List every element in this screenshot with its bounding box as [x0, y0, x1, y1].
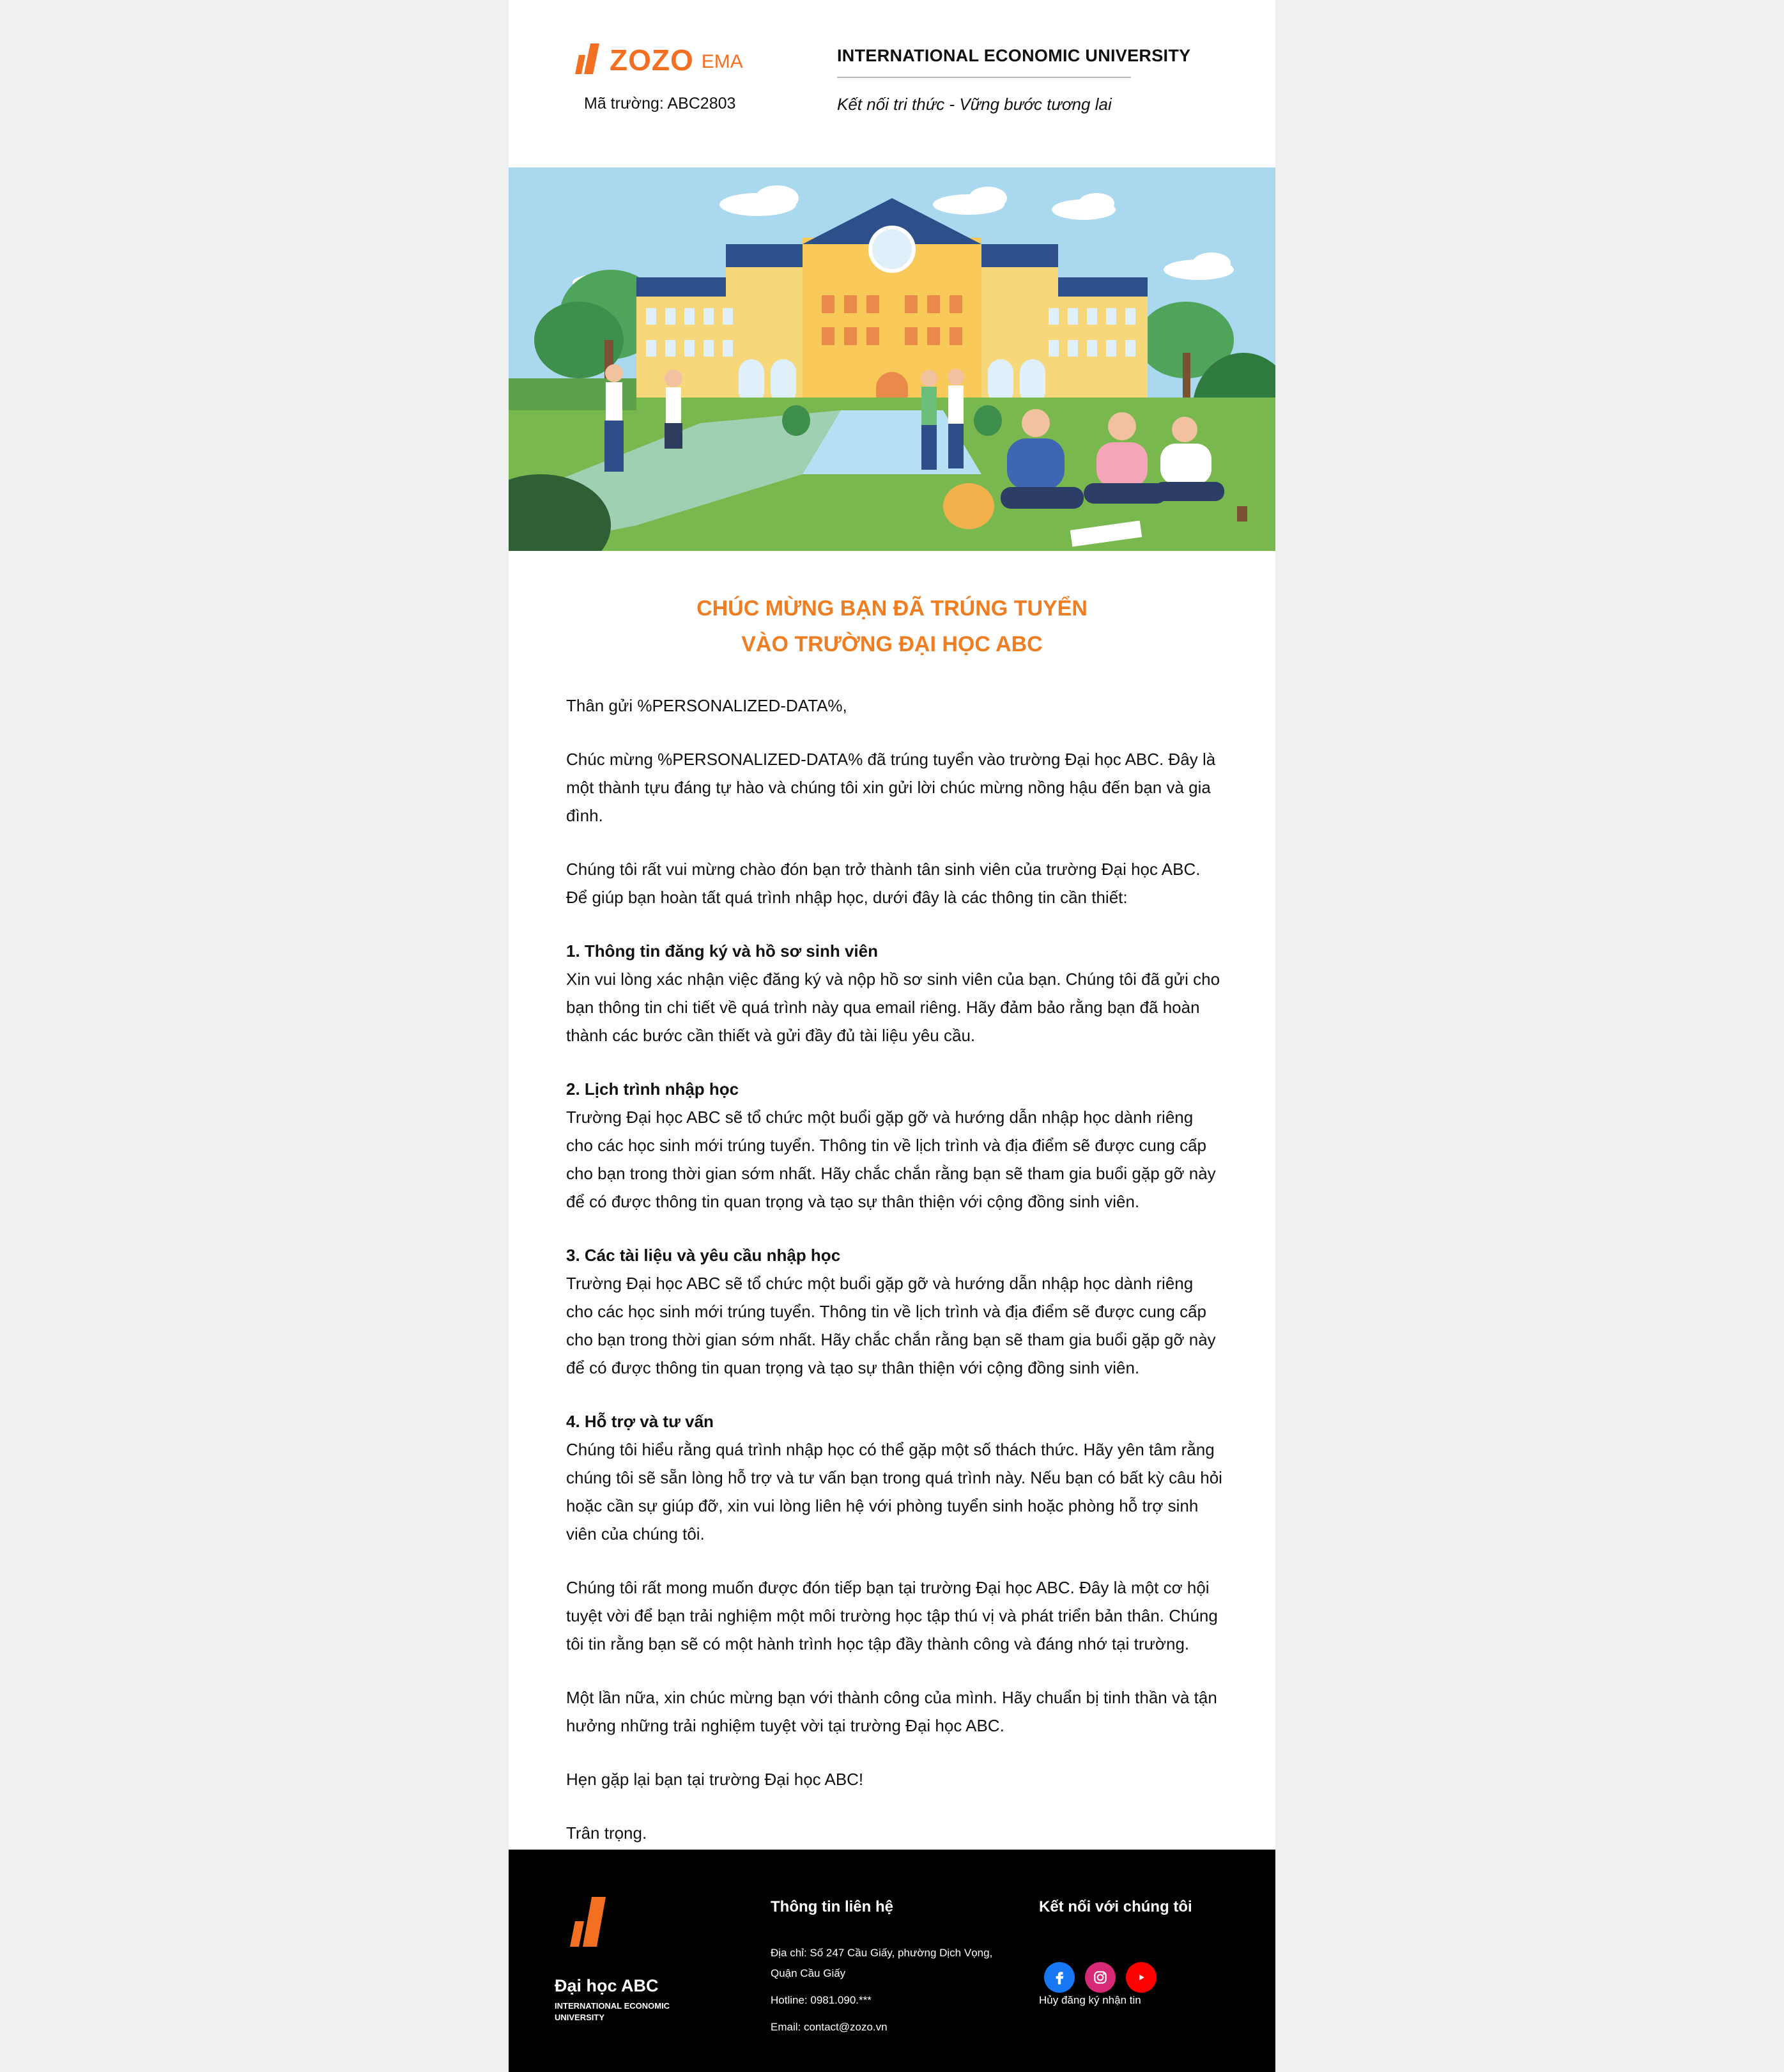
section-documents — [566, 1241, 1224, 1382]
footer-brand-sub: INTERNATIONAL ECONOMIC UNIVERSITY — [555, 2001, 670, 2022]
headline-line-1: CHÚC MỪNG BẠN ĐÃ TRÚNG TUYỂN — [696, 596, 1088, 621]
contact-info — [771, 1943, 1001, 2044]
header-divider — [837, 77, 1131, 78]
zozo-logo[interactable] — [571, 41, 743, 77]
closing-paragraph-1: Chúng tôi rất mong muốn được đón tiếp bạn tại trường Đại học ABC. Đây là một cơ hội tuyệt vời để bạn trải nghiệm một môi trường học tập thú vị và phát triển bản thân. Chúng tôi tin rằng bạn sẽ có một hành trình học tập đầy thành công và đáng nhớ tại trường. — [566, 1578, 1218, 1653]
connect-title: Kết nối với chúng tôi — [1039, 1898, 1192, 1915]
university-logo-icon — [566, 1893, 612, 1949]
unsubscribe-link[interactable]: Hủy đăng ký nhận tin — [1039, 1994, 1141, 2006]
section-support — [566, 1407, 1224, 1548]
signoff: Trân trọng. — [566, 1823, 647, 1843]
email-footer — [509, 1850, 1275, 2072]
youtube-icon[interactable] — [1126, 1962, 1157, 1993]
footer-brand-name: Đại học ABC — [555, 1976, 659, 1995]
greeting: Thân gửi %PERSONALIZED-DATA%, — [566, 696, 847, 715]
closing-paragraph-3: Hẹn gặp lại bạn tại trường Đại học ABC! — [566, 1770, 864, 1789]
section-text: Xin vui lòng xác nhận việc đăng ký và nộp hồ sơ sinh viên của bạn. Chúng tôi đã gửi cho bạn thông tin chi tiết về quá trình này qua email riêng. Hãy đảm bảo rằng bạn đã hoàn thành các bước cần thiết và gửi đầy đủ tài liệu yêu cầu. — [566, 970, 1220, 1045]
email-header — [509, 0, 1275, 167]
section-registration — [566, 937, 1224, 1049]
contact-hotline[interactable]: Hotline: 0981.090.*** — [771, 1994, 872, 2006]
instagram-icon[interactable] — [1085, 1962, 1116, 1993]
headline-line-2: VÀO TRƯỜNG ĐẠI HỌC ABC — [741, 632, 1043, 656]
closing-paragraph-2: Một lần nữa, xin chúc mừng bạn với thành công của mình. Hãy chuẩn bị tinh thần và tận hưởng những trải nghiệm tuyệt vời tại trường Đại học ABC. — [566, 1688, 1217, 1735]
campus-illustration — [509, 167, 1275, 551]
section-title: 1. Thông tin đăng ký và hồ sơ sinh viên — [566, 941, 878, 961]
facebook-icon[interactable] — [1044, 1962, 1075, 1993]
email-body — [566, 692, 1224, 1873]
zozo-logo-icon — [571, 41, 607, 77]
welcome-paragraph: Chúng tôi rất vui mừng chào đón bạn trở thành tân sinh viên của trường Đại học ABC. Để giúp bạn hoàn tất quá trình nhập học, dưới đây là các thông tin cần thiết: — [566, 860, 1201, 907]
university-name: INTERNATIONAL ECONOMIC UNIVERSITY — [837, 46, 1191, 65]
contact-address: Địa chỉ: Số 247 Cầu Giấy, phường Dịch Vọng, Quận Cầu Giấy — [771, 1947, 993, 1979]
logo-suffix: EMA — [701, 51, 743, 72]
section-schedule — [566, 1075, 1224, 1216]
section-title: 3. Các tài liệu và yêu cầu nhập học — [566, 1246, 841, 1265]
section-text: Chúng tôi hiểu rằng quá trình nhập học có thể gặp một số thách thức. Hãy yên tâm rằng chúng tôi sẽ sẵn lòng hỗ trợ và tư vấn bạn trong quá trình này. Nếu bạn có bất kỳ câu hỏi hoặc cần sự giúp đỡ, xin vui lòng liên hệ với phòng tuyển sinh hoặc phòng hỗ trợ sinh viên của chúng tôi. — [566, 1440, 1222, 1543]
section-title: 2. Lịch trình nhập học — [566, 1079, 739, 1099]
contact-email[interactable]: Email: contact@zozo.vn — [771, 2021, 888, 2033]
contact-title: Thông tin liên hệ — [771, 1898, 893, 1915]
university-slogan: Kết nối tri thức - Vững bước tương lai — [837, 95, 1112, 114]
school-code: Mã trường: ABC2803 — [584, 95, 736, 112]
email-container — [509, 0, 1275, 2072]
section-title: 4. Hỗ trợ và tư vấn — [566, 1412, 714, 1431]
intro-paragraph: Chúc mừng %PERSONALIZED-DATA% đã trúng tuyển vào trường Đại học ABC. Đây là một thành tựu đáng tự hào và chúng tôi xin gửi lời chúc mừng nồng hậu đến bạn và gia đình. — [566, 750, 1216, 825]
campus-banner-image — [509, 167, 1275, 551]
section-text: Trường Đại học ABC sẽ tổ chức một buổi gặp gỡ và hướng dẫn nhập học dành riêng cho các học sinh mới trúng tuyển. Thông tin về lịch trình và địa điểm sẽ được cung cấp cho bạn trong thời gian sớm nhất. Hãy chắc chắn rằng bạn sẽ tham gia buổi gặp gỡ này để có được thông tin quan trọng và tạo sự thân thiện với cộng đồng sinh viên. — [566, 1108, 1216, 1211]
section-text: Trường Đại học ABC sẽ tổ chức một buổi gặp gỡ và hướng dẫn nhập học dành riêng cho các học sinh mới trúng tuyển. Thông tin về lịch trình và địa điểm sẽ được cung cấp cho bạn trong thời gian sớm nhất. Hãy chắc chắn rằng bạn sẽ tham gia buổi gặp gỡ này để có được thông tin quan trọng và tạo sự thân thiện với cộng đồng sinh viên. — [566, 1274, 1216, 1377]
logo-name: ZOZO — [610, 43, 694, 77]
admission-headline — [509, 591, 1275, 662]
social-links — [1044, 1962, 1157, 1993]
